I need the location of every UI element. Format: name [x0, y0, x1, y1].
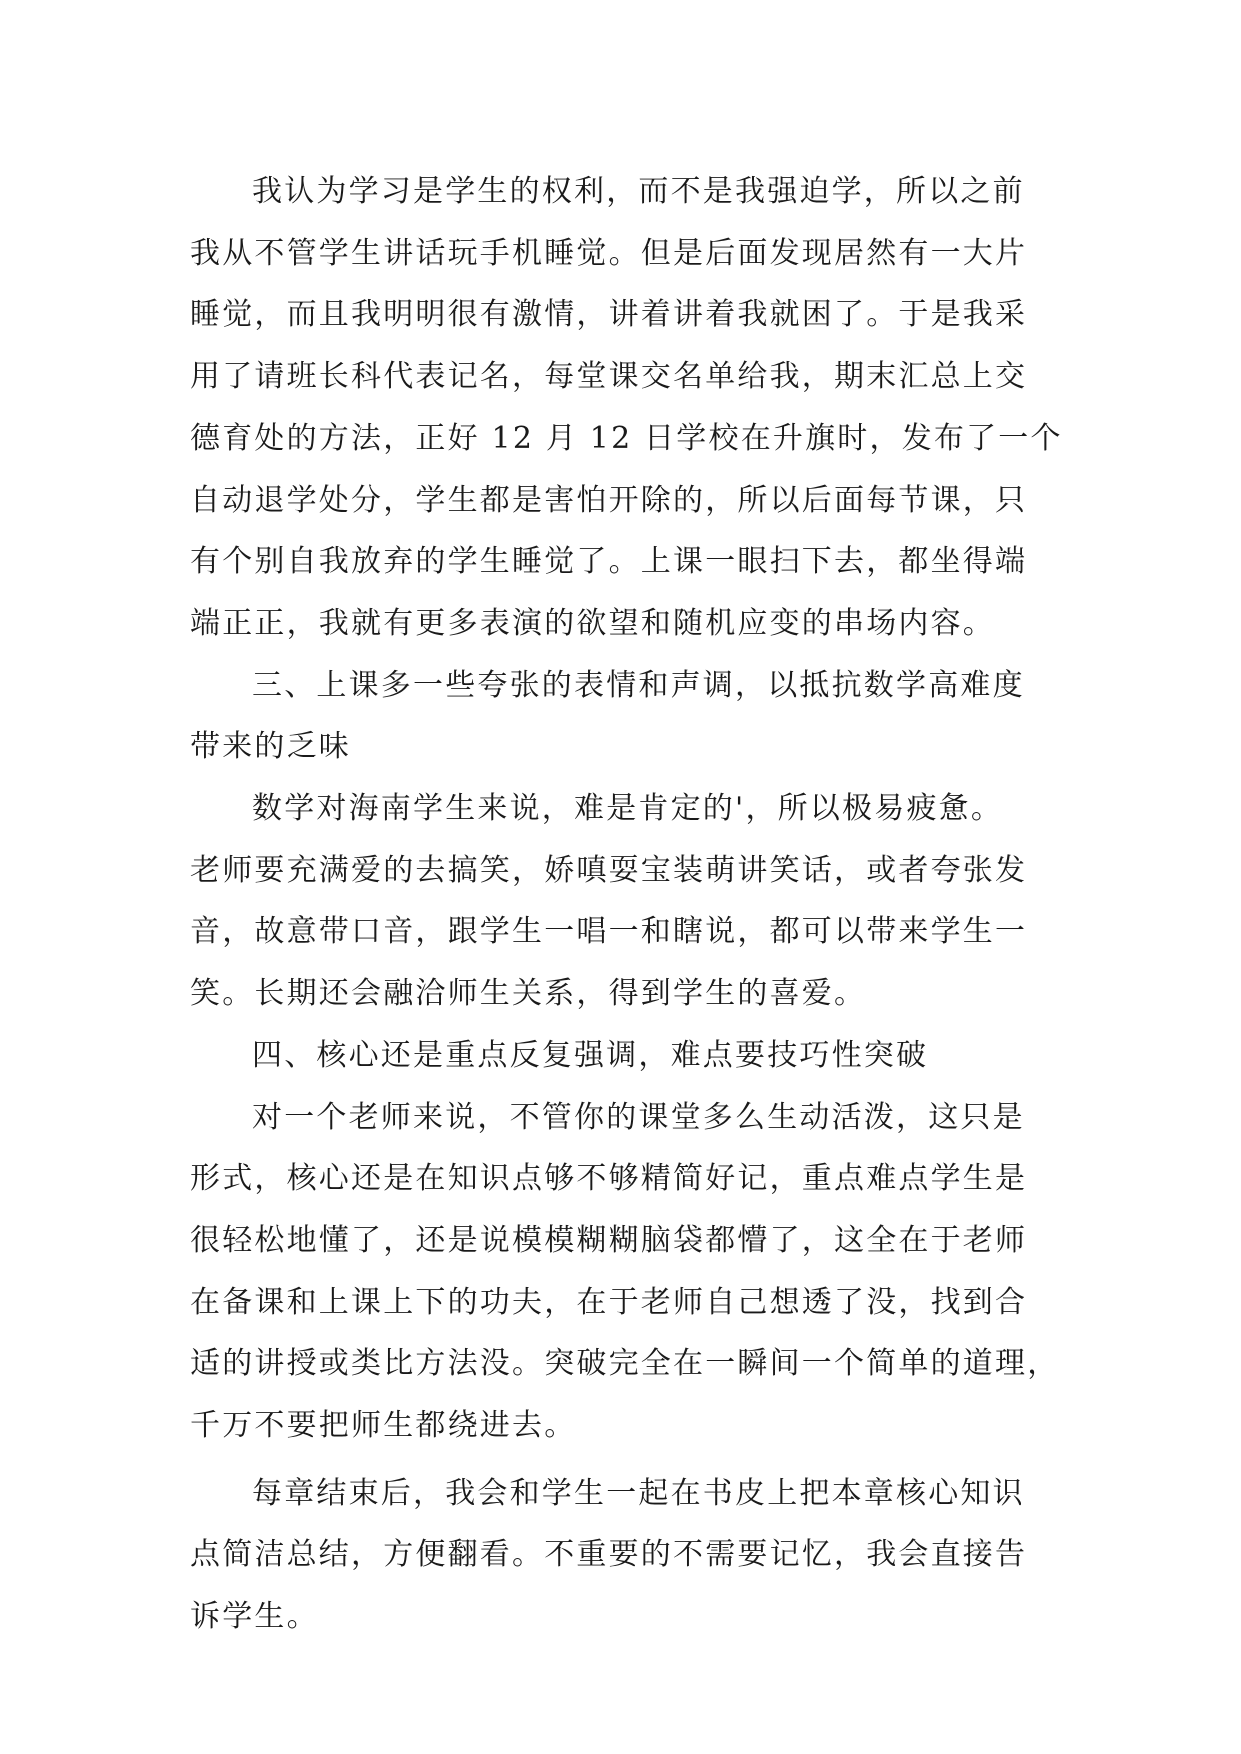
text-line: 我认为学习是学生的权利，而不是我强迫学，所以之前 [252, 174, 1025, 209]
text-line: 每章结束后，我会和学生一起在书皮上把本章核心知识 [252, 1475, 1025, 1511]
paragraph-math-humor [190, 778, 1051, 1025]
text-line: 自动退学处分，学生都是害怕开除的，所以后面每节课，只 [190, 482, 1028, 518]
heading-section-three [190, 655, 1051, 778]
text-line: 千万不要把师生都绕进去。 [190, 1408, 577, 1444]
paragraph-core-content [190, 1087, 1060, 1457]
text-line: 睡觉，而且我明明很有激情，讲着讲着我就困了。于是我采 [190, 297, 1028, 333]
text-line: 对一个老师来说，不管你的课堂多么生动活泼，这只是 [252, 1099, 1025, 1135]
text-line: 形式，核心还是在知识点够不够精简好记，重点难点学生是 [190, 1161, 1028, 1197]
text-line: 在备课和上课上下的功夫，在于老师自己想透了没，找到合 [190, 1284, 1028, 1320]
text-line: 诉学生。 [190, 1599, 319, 1635]
text-line: 四、核心还是重点反复强调，难点要技巧性突破 [252, 1037, 929, 1073]
text-line: 用了请班长科代表记名，每堂课交名单给我，期末汇总上交 [190, 359, 1028, 395]
heading-section-four [190, 1025, 1051, 1087]
text-line: 点简洁总结，方便翻看。不重要的不需要记忆，我会直接告 [190, 1537, 1028, 1573]
text-line: 我从不管学生讲话玩手机睡觉。但是后面发现居然有一大片 [190, 235, 1028, 271]
text-line: 端正正，我就有更多表演的欲望和随机应变的串场内容。 [190, 605, 995, 641]
paragraph-classroom-discipline [190, 161, 1063, 655]
paragraph-chapter-summary [190, 1463, 1051, 1648]
text-line: 适的讲授或类比方法没。突破完全在一瞬间一个简单的道理， [190, 1346, 1060, 1382]
text-line: 音，故意带口音，跟学生一唱一和瞎说，都可以带来学生一 [190, 914, 1028, 950]
text-line: 带来的乏味 [190, 729, 351, 765]
text-line: 很轻松地懂了，还是说模模糊糊脑袋都懵了，这全在于老师 [190, 1222, 1028, 1258]
text-line: 有个别自我放弃的学生睡觉了。上课一眼扫下去，都坐得端 [190, 544, 1028, 580]
text-line: 德育处的方法，正好 12 月 12 日学校在升旗时，发布了一个 [190, 420, 1063, 456]
text-line: 老师要充满爱的去搞笑，娇嗔耍宝装萌讲笑话，或者夸张发 [190, 852, 1028, 888]
text-line: 笑。长期还会融洽师生关系，得到学生的喜爱。 [190, 976, 867, 1012]
document-page [190, 161, 1063, 1648]
text-line: 数学对海南学生来说，难是肯定的'，所以极易疲惫。 [252, 791, 1004, 827]
text-line: 三、上课多一些夸张的表情和声调，以抵抗数学高难度 [252, 667, 1025, 703]
